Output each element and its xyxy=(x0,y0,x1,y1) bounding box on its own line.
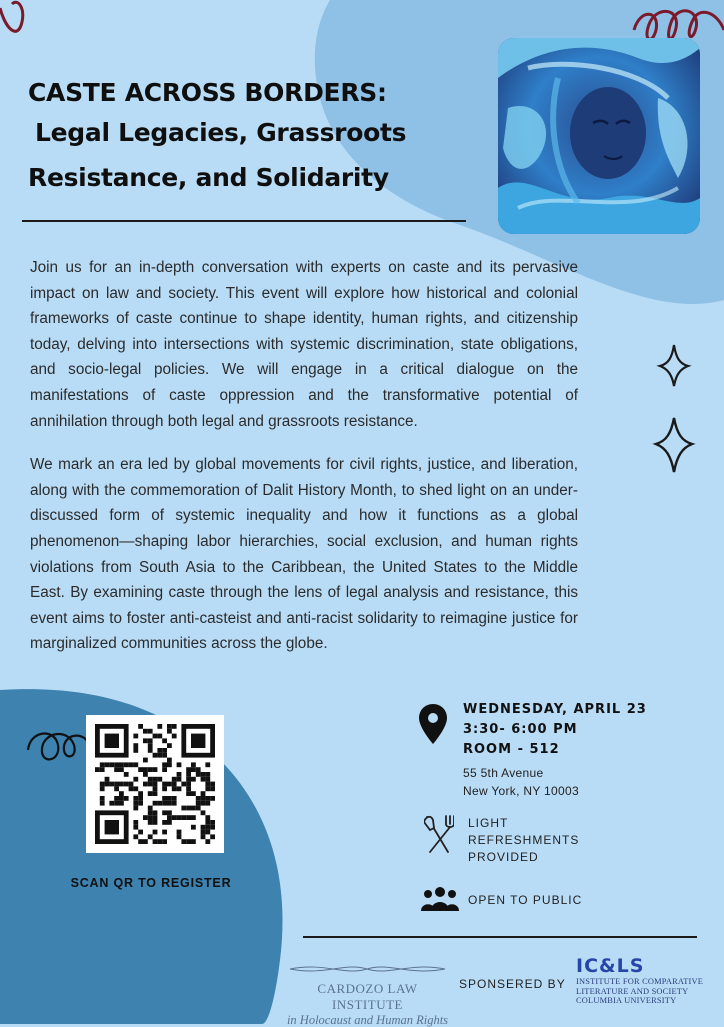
event-time: 3:30- 6:00 PM xyxy=(463,722,578,737)
title-line-2: Legal Legacies, Grassroots xyxy=(35,118,407,147)
register-label: SCAN QR TO REGISTER xyxy=(70,876,232,890)
cardozo-line-2: in Holocaust and Human Rights xyxy=(286,1013,449,1027)
cardozo-logo xyxy=(285,962,450,1027)
refreshments-note xyxy=(468,815,579,866)
event-address xyxy=(463,764,579,800)
event-room: ROOM - 512 xyxy=(463,742,560,757)
icls-logo xyxy=(576,955,716,1006)
people-icon xyxy=(420,887,460,913)
address-line-2: New York, NY 10003 xyxy=(463,784,579,798)
artwork-image xyxy=(498,38,700,234)
address-line-1: 55 5th Avenue xyxy=(463,766,544,780)
footer-divider xyxy=(303,936,697,938)
icls-line-2: LITERATURE AND SOCIETY xyxy=(576,986,689,996)
icls-line-1: INSTITUTE FOR COMPARATIVE xyxy=(576,977,704,986)
description-paragraph-2: We mark an era led by global movements for civil rights, justice, and liberation, along with the commemoration of Dalit History Month, to shed light on an under-discussed form of systemic inequality and how it functions as a global phenomenon—shaping labor hierarchies, social exclusion, and human rights violations from South Asia to the Caribbean, the United States to the Middle East. By examining caste through the lens of legal analysis and resistance, this event aims to foster anti-casteist and anti-racist solidarity to reimagine justice for marginalized communities across the globe. xyxy=(30,456,578,653)
refreshments-line-2: REFRESHMENTS xyxy=(468,833,580,847)
event-date: WEDNESDAY, APRIL 23 xyxy=(463,702,647,717)
refreshments-line-1: LIGHT xyxy=(468,816,509,830)
icls-line-3: COLUMBIA UNIVERSITY xyxy=(576,996,677,1005)
squiggle-top-left xyxy=(0,2,23,31)
location-pin-icon xyxy=(419,704,447,744)
sparkle-icon xyxy=(656,418,692,472)
title-divider xyxy=(22,220,466,222)
event-title xyxy=(28,76,478,200)
cardozo-wave-icon xyxy=(285,962,450,976)
description-paragraph-1: Join us for an in-depth conversation with experts on caste and its pervasive impact on law and society. This event will explore how historical and colonial frameworks of caste continue to shape identity, human rights, and citizenship today, delving into intersections with systemic discrimination, state obligations, and socio-legal policies. We will engage in a critical dialogue on the manifestations of caste oppression and the transformative potential of annihilation through both legal and grassroots resistance. xyxy=(30,259,578,430)
event-when-where xyxy=(463,700,647,760)
sponsored-by-label: SPONSERED BY xyxy=(459,977,566,991)
fork-knife-icon xyxy=(424,814,454,856)
qr-code[interactable] xyxy=(86,715,224,853)
event-description xyxy=(30,255,578,675)
icls-mark: IC&LS xyxy=(576,955,645,977)
sparkle-icon xyxy=(660,345,688,386)
cardozo-line-1: CARDOZO LAW INSTITUTE xyxy=(317,981,418,1012)
title-line-1: CASTE ACROSS BORDERS: xyxy=(28,78,387,107)
title-line-3: Resistance, and Solidarity xyxy=(28,163,389,192)
open-to-public: OPEN TO PUBLIC xyxy=(468,893,583,907)
refreshments-line-3: PROVIDED xyxy=(468,850,539,864)
